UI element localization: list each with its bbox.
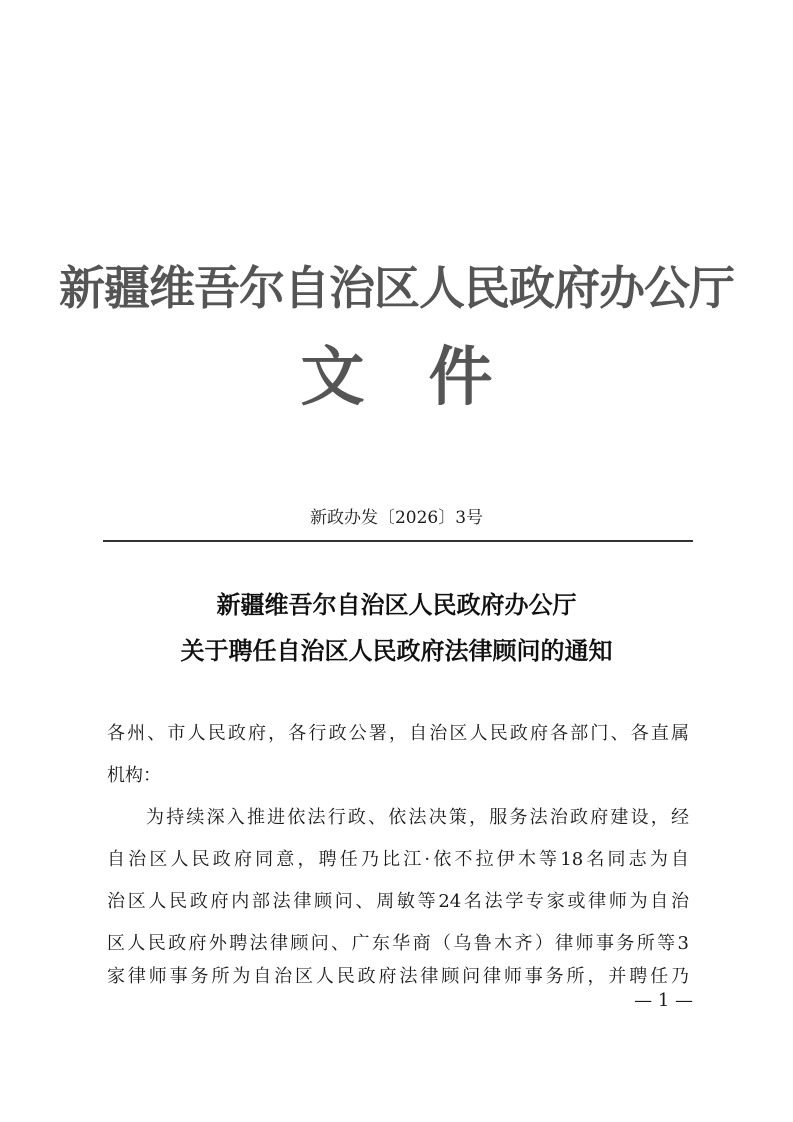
document-number: 新政办发〔2026〕3号 xyxy=(309,508,484,528)
document-type-header: 文件 xyxy=(300,340,557,415)
paragraph-line: 治区人民政府内部法律顾问、周敏等24名法学专家或律师为自治 xyxy=(107,891,689,912)
paragraph-line: 区人民政府外聘法律顾问、广东华商（乌鲁木齐）律师事务所等3 xyxy=(107,933,689,954)
addressee-line-2: 机构： xyxy=(107,765,161,786)
document-title-line-2: 关于聘任自治区人民政府法律顾问的通知 xyxy=(180,636,613,665)
issuing-authority-header: 新疆维吾尔自治区人民政府办公厅 xyxy=(59,261,734,315)
header-divider xyxy=(103,540,693,542)
addressee-line-1: 各州、市人民政府，各行政公署，自治区人民政府各部门、各直属 xyxy=(107,723,689,744)
page-number: — 1 — xyxy=(634,990,693,1011)
paragraph-line: 家律师事务所为自治区人民政府法律顾问律师事务所，并聘任乃 xyxy=(107,966,689,987)
document-title-line-1: 新疆维吾尔自治区人民政府办公厅 xyxy=(216,590,577,619)
paragraph-line: 自治区人民政府同意，聘任乃比江·依不拉伊木等18名同志为自 xyxy=(107,849,689,870)
paragraph-line: 为持续深入推进依法行政、依法决策，服务法治政府建设，经 xyxy=(146,807,689,828)
